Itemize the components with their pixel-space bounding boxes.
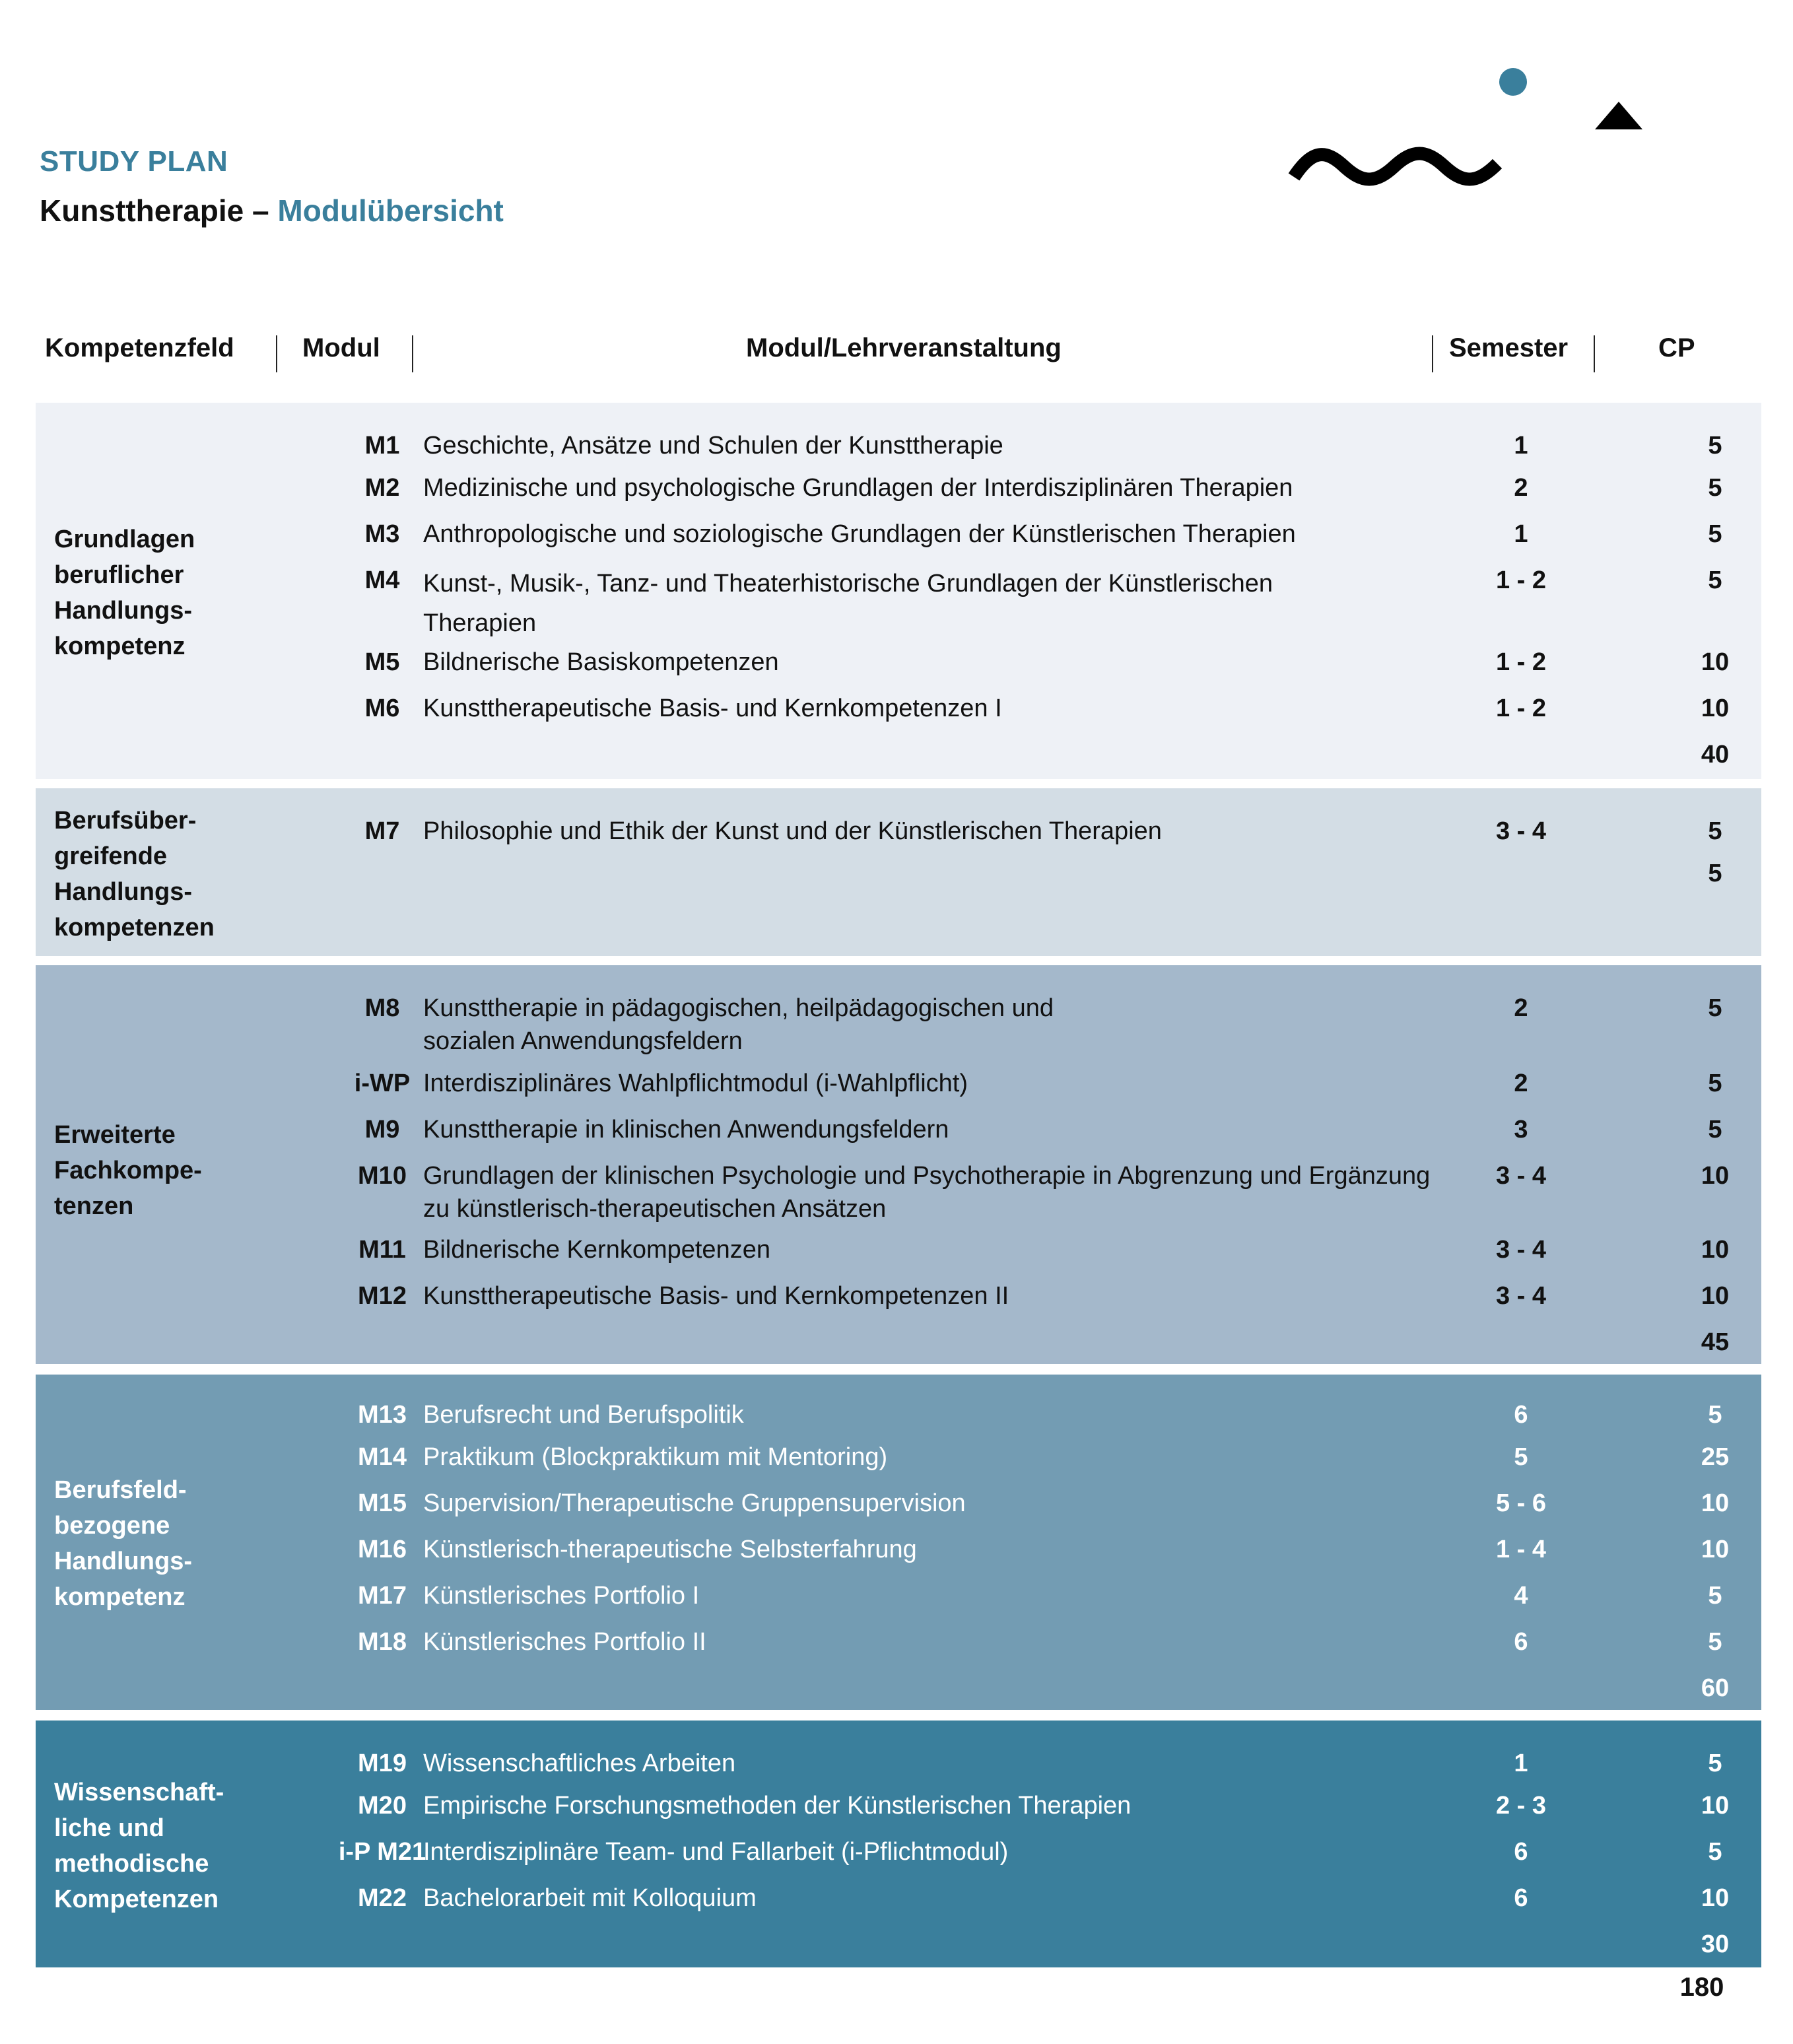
wave-shape (1294, 154, 1497, 180)
module-title: Praktikum (Blockpraktikum mit Mentoring) (423, 1443, 888, 1471)
module-cp: 10 (1701, 648, 1730, 676)
module-title: Philosophie und Ethik der Kunst und der Künstlerischen Therapien (423, 817, 1162, 845)
module-cp: 5 (1708, 1838, 1722, 1866)
group-subtotal: 60 (1701, 1674, 1730, 1702)
module-code: M13 (358, 1401, 407, 1429)
module-cp: 5 (1708, 520, 1722, 548)
column-header-cp: CP (1658, 333, 1695, 362)
column-divider (1432, 335, 1433, 372)
module-cp: 5 (1708, 1582, 1722, 1610)
column-header-module: Modul (302, 333, 380, 362)
module-code: M14 (358, 1443, 407, 1471)
module-cp: 5 (1708, 994, 1722, 1022)
module-code: M19 (358, 1750, 407, 1777)
module-title: Kunst-, Musik-, Tanz- und Theaterhistorische Grundlagen der Künstlerischen Therapien (423, 570, 1273, 637)
module-cp: 10 (1701, 695, 1730, 722)
column-header-course: Modul/Lehrveranstaltung (746, 333, 1062, 362)
competence-field-label: Wissenschaft- liche und methodische Kompetenzen (54, 1779, 224, 1913)
module-code: M22 (358, 1884, 407, 1912)
group-subtotal: 30 (1701, 1930, 1730, 1958)
module-title: Bachelorarbeit mit Kolloquium (423, 1884, 757, 1912)
competence-group-basics (36, 403, 1761, 779)
module-semester: 6 (1514, 1401, 1528, 1429)
module-title: Kunsttherapeutische Basis- und Kernkompetenzen I (423, 695, 1002, 722)
module-code: M16 (358, 1536, 407, 1563)
module-title: Bildnerische Kernkompetenzen (423, 1236, 770, 1264)
module-code: M7 (364, 817, 400, 845)
module-semester: 5 (1514, 1443, 1528, 1471)
module-title: Kunsttherapeutische Basis- und Kernkompetenzen II (423, 1282, 1009, 1310)
column-divider (1594, 335, 1595, 372)
module-semester: 2 (1514, 994, 1528, 1022)
module-title: Bildnerische Basiskompetenzen (423, 648, 779, 676)
module-semester: 6 (1514, 1628, 1528, 1656)
module-cp: 10 (1701, 1536, 1730, 1563)
module-code: M9 (364, 1116, 400, 1143)
title-accent: Modulübersicht (277, 193, 504, 228)
module-code: M5 (364, 648, 400, 676)
group-subtotal: 45 (1701, 1328, 1730, 1356)
module-code: M4 (364, 566, 400, 594)
group-subtotal: 40 (1701, 741, 1730, 768)
column-divider (276, 335, 277, 372)
competence-group-professional (36, 1375, 1761, 1710)
module-title: Geschichte, Ansätze und Schulen der Kunsttherapie (423, 432, 1003, 460)
page-title (40, 193, 504, 228)
module-code: i-P M21 (338, 1838, 426, 1866)
circle-shape (1499, 68, 1527, 96)
module-cp: 5 (1708, 1401, 1722, 1429)
module-code: M15 (358, 1489, 407, 1517)
page-header (40, 145, 504, 228)
module-title: Berufsrecht und Berufspolitik (423, 1401, 744, 1429)
module-semester: 3 - 4 (1495, 1236, 1547, 1264)
module-semester: 2 (1514, 474, 1528, 502)
module-cp: 5 (1708, 474, 1722, 502)
module-code: M18 (358, 1628, 407, 1656)
competence-field-label: Berufsüber- greifende Handlungs- kompetenzen (54, 807, 215, 941)
group-subtotal: 5 (1708, 860, 1722, 887)
module-semester: 4 (1514, 1582, 1528, 1610)
module-semester: 3 - 4 (1495, 1162, 1547, 1190)
module-title: Anthropologische und soziologische Grundlagen der Künstlerischen Therapien (423, 520, 1296, 548)
module-semester: 2 (1514, 1070, 1528, 1097)
module-code: M2 (364, 474, 400, 502)
module-semester: 1 - 2 (1495, 648, 1547, 676)
module-semester: 6 (1514, 1884, 1528, 1912)
module-cp: 10 (1701, 1236, 1730, 1264)
decorative-shapes (1281, 59, 1703, 205)
module-code: M1 (364, 432, 400, 460)
module-cp: 5 (1708, 1628, 1722, 1656)
module-cp: 5 (1708, 817, 1722, 845)
module-semester: 1 - 4 (1495, 1536, 1547, 1563)
module-semester: 1 (1514, 1750, 1528, 1777)
module-code: i-WP (354, 1070, 411, 1097)
module-semester: 2 - 3 (1495, 1792, 1547, 1820)
module-semester: 6 (1514, 1838, 1528, 1866)
module-code: M12 (358, 1282, 407, 1310)
module-title: Wissenschaftliches Arbeiten (423, 1750, 736, 1777)
module-cp: 5 (1708, 1116, 1722, 1143)
module-title: Künstlerisch-therapeutische Selbsterfahrung (423, 1536, 917, 1563)
column-header-field: Kompetenzfeld (45, 333, 234, 362)
title-main: Kunsttherapie – (40, 193, 278, 228)
module-code: M8 (364, 994, 400, 1022)
module-code: M11 (358, 1236, 406, 1264)
module-semester: 1 (1514, 520, 1528, 548)
module-title: Künstlerisches Portfolio I (423, 1582, 700, 1610)
module-title: Interdisziplinäre Team- und Fallarbeit (i-Pflichtmodul) (423, 1838, 1009, 1866)
module-code: M6 (364, 695, 400, 722)
module-cp: 10 (1701, 1792, 1730, 1820)
module-cp: 5 (1708, 1070, 1722, 1097)
triangle-shape (1595, 102, 1642, 129)
total-cp: 180 (1679, 1973, 1724, 2002)
module-title: Kunsttherapie in klinischen Anwendungsfeldern (423, 1116, 949, 1143)
module-semester: 5 - 6 (1495, 1489, 1547, 1517)
module-code: M10 (358, 1162, 407, 1190)
module-cp: 10 (1701, 1162, 1730, 1190)
module-semester: 3 (1514, 1116, 1528, 1143)
competence-field-label: Grundlagen beruflicher Handlungs- kompetenz (54, 526, 195, 660)
module-semester: 3 - 4 (1495, 1282, 1547, 1310)
module-code: M3 (364, 520, 400, 548)
module-cp: 5 (1708, 1750, 1722, 1777)
page-kicker: STUDY PLAN (40, 145, 228, 178)
module-semester: 1 - 2 (1495, 566, 1547, 594)
competence-field-label: Erweiterte Fachkompe- tenzen (54, 1121, 202, 1220)
competence-group-scientific (36, 1720, 1761, 1967)
module-cp: 5 (1708, 432, 1722, 460)
module-title: Interdisziplinäres Wahlpflichtmodul (i-Wahlpflicht) (423, 1070, 968, 1097)
module-cp: 25 (1701, 1443, 1730, 1471)
module-semester: 1 - 2 (1495, 695, 1547, 722)
competence-group-extended (36, 965, 1761, 1364)
module-cp: 10 (1701, 1282, 1730, 1310)
module-cp: 10 (1701, 1884, 1730, 1912)
column-header-semester: Semester (1449, 333, 1569, 362)
module-semester: 1 (1514, 432, 1528, 460)
module-semester: 3 - 4 (1495, 817, 1547, 845)
module-title: Medizinische und psychologische Grundlagen der Interdisziplinären Therapien (423, 474, 1293, 502)
module-title: Empirische Forschungsmethoden der Künstlerischen Therapien (423, 1792, 1132, 1820)
competence-group-cross (36, 788, 1761, 956)
column-divider (412, 335, 413, 372)
module-code: M17 (358, 1582, 407, 1610)
competence-field-label: Berufsfeld- bezogene Handlungs- kompetenz (54, 1476, 192, 1611)
module-code: M20 (358, 1792, 407, 1820)
module-title: Künstlerisches Portfolio II (423, 1628, 706, 1656)
module-cp: 10 (1701, 1489, 1730, 1517)
module-title: Supervision/Therapeutische Gruppensupervision (423, 1489, 966, 1517)
module-title: Grundlagen der klinischen Psychologie und Psychotherapie in Abgrenzung und Ergänzung zu künstlerisch-therapeutischen Ansätzen (423, 1162, 1431, 1223)
module-cp: 5 (1708, 566, 1722, 594)
module-title: Kunsttherapie in pädagogischen, heilpädagogischen und sozialen Anwendungsfeldern (423, 994, 1054, 1055)
